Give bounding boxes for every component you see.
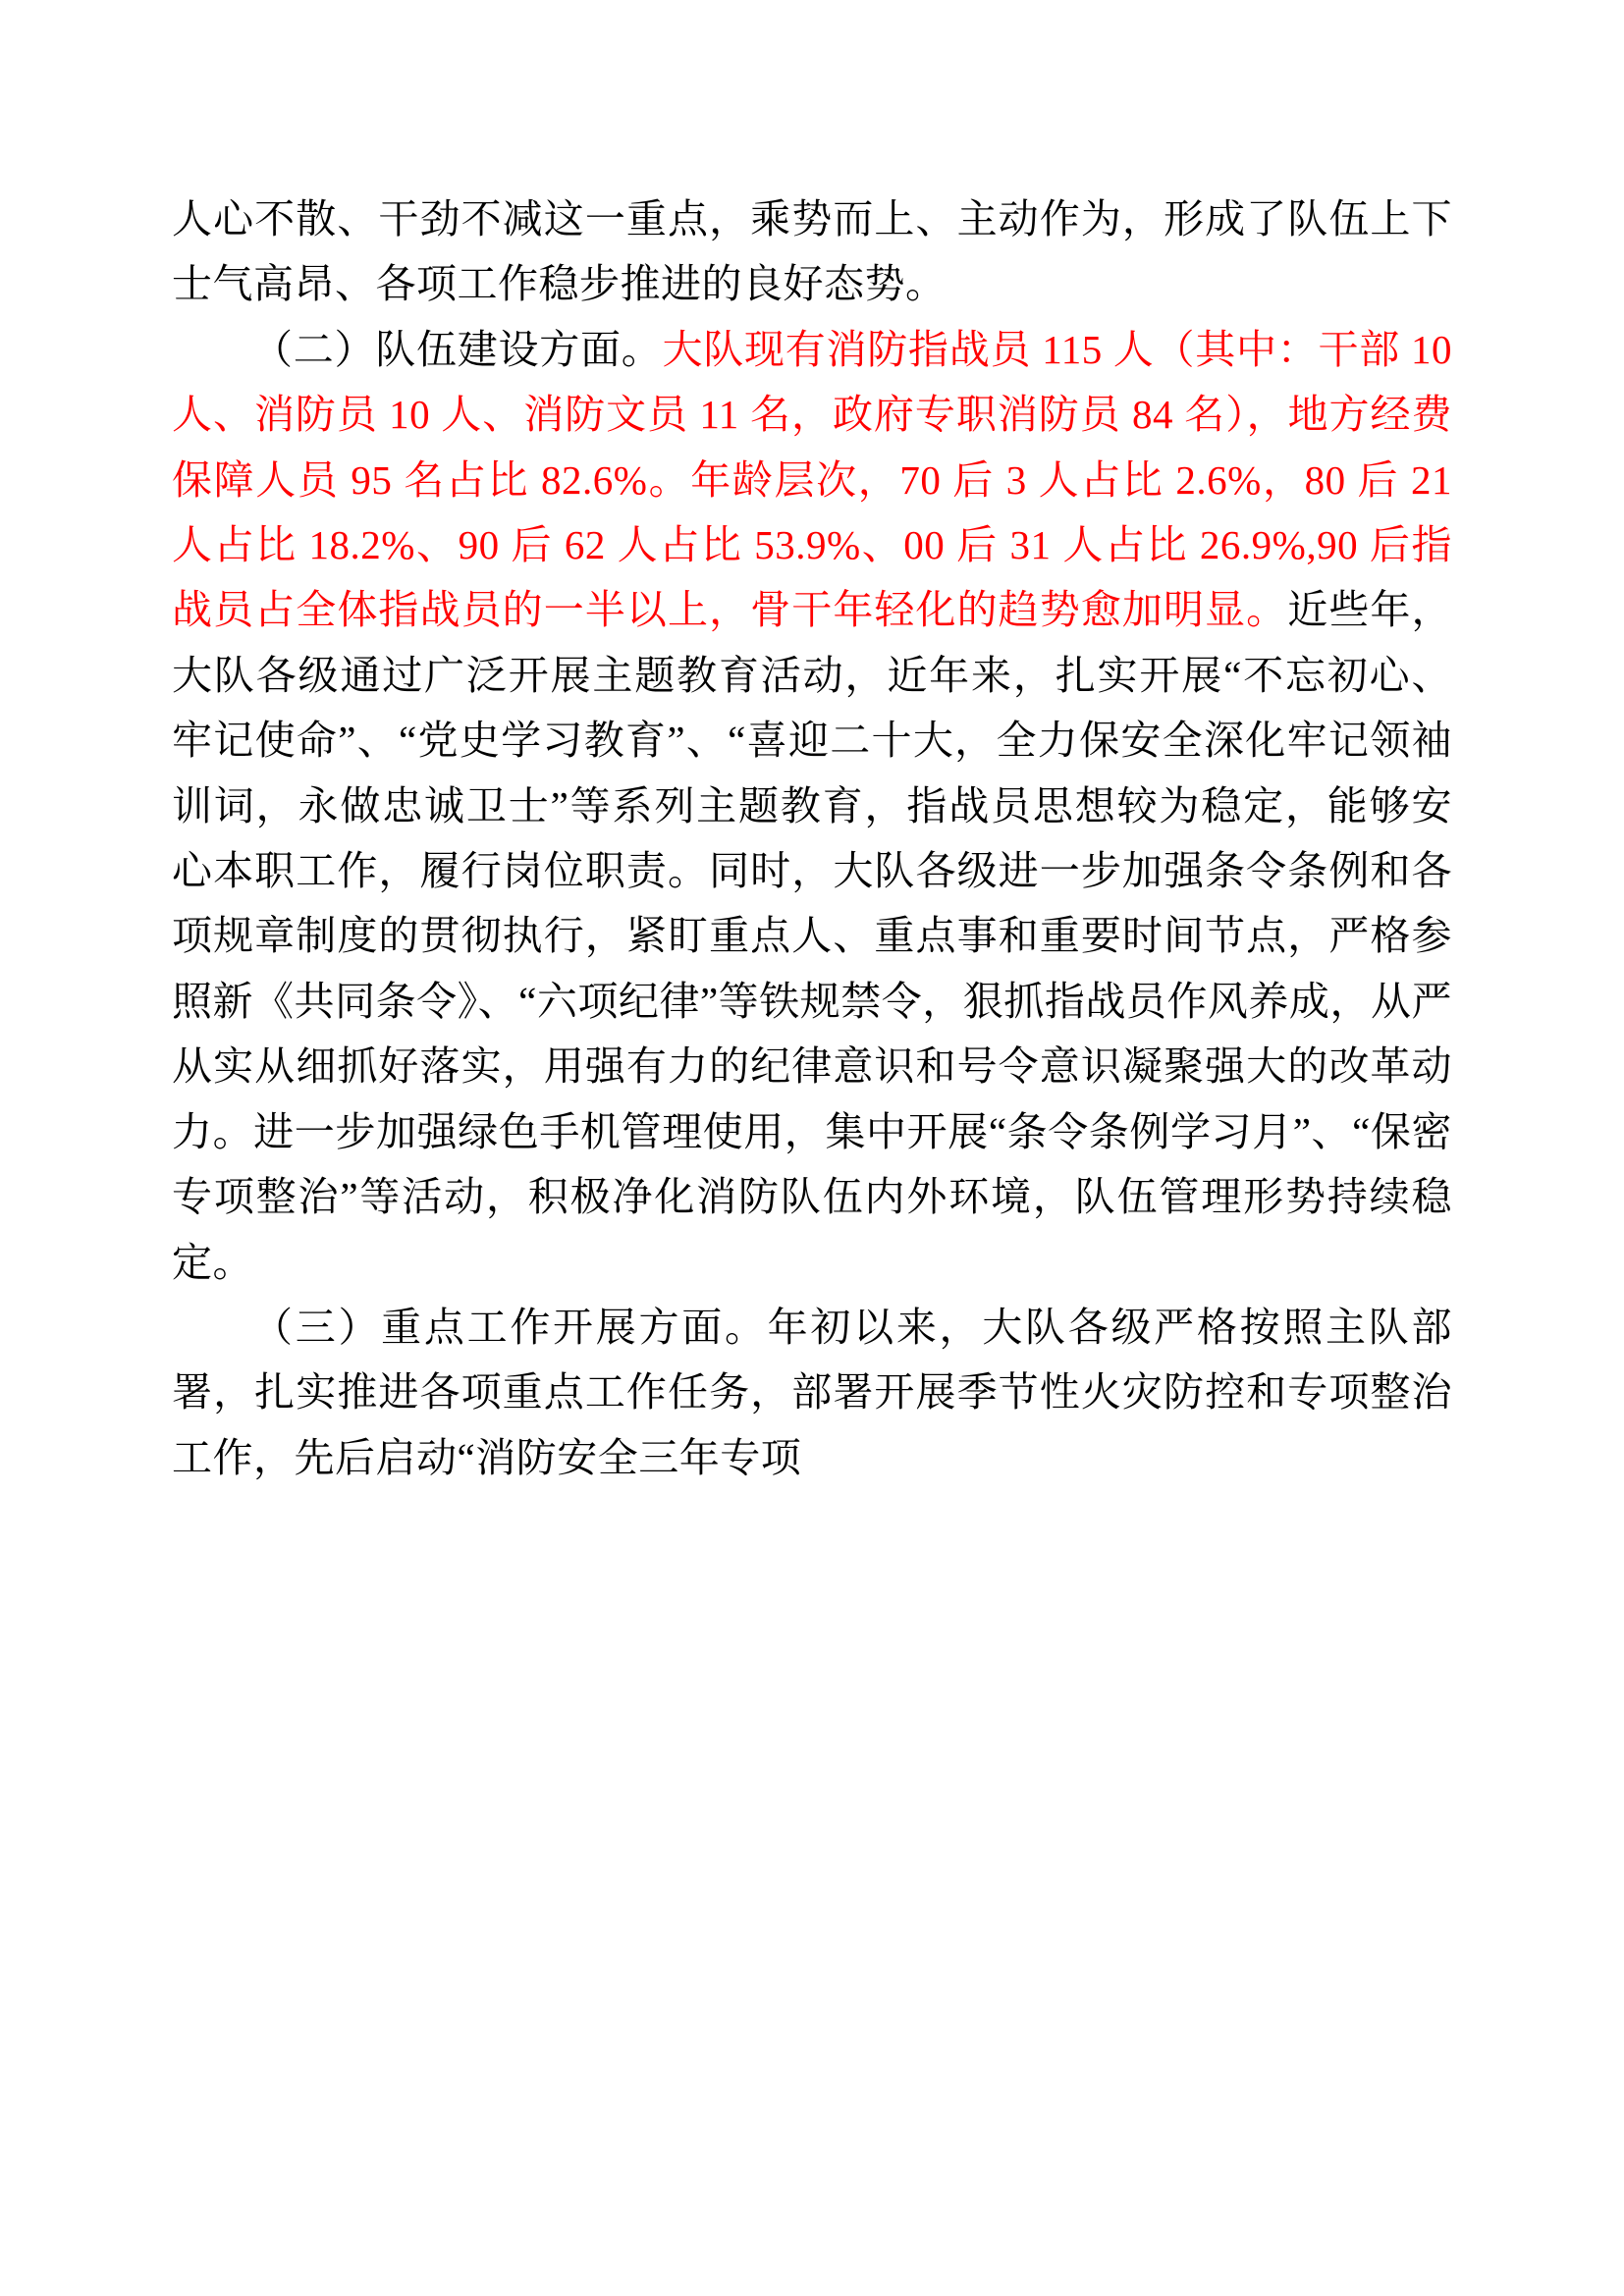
document-body [172, 187, 1452, 1490]
paragraph-3-text: （三）重点工作开展方面。年初以来，大队各级严格按照主队部署，扎实推进各项重点工作任务，部署开展季节性火灾防控和专项整治工作，先后启动“消防安全三年专项 [172, 1304, 1452, 1480]
paragraph-1 [172, 187, 1452, 317]
paragraph-2 [172, 317, 1452, 1295]
paragraph-2-heading: （二）队伍建设方面。 [252, 326, 663, 372]
paragraph-2-continuation: 近些年，大队各级通过广泛开展主题教育活动，近年来，扎实开展“不忘初心、牢记使命”、“党史学习教育”、“喜迎二十大，全力保安全深化牢记领袖训词，永做忠诚卫士”等系列主题教育，指战员思想较为稳定，能够安心本职工作，履行岗位职责。同时，大队各级进一步加强条令条例和各项规章制度的贯彻执行，紧盯重点人、重点事和重要时间节点，严格参照新《共同条令》、“六项纪律”等铁规禁令，狠抓指战员作风养成，从严从实从细抓好落实，用强有力的纪律意识和号令意识凝聚强大的改革动力。进一步加强绿色手机管理使用，集中开展“条令条例学习月”、“保密专项整治”等活动，积极净化消防队伍内外环境，队伍管理形势持续稳定。 [172, 587, 1452, 1285]
paragraph-2-highlighted-statistics: 大队现有消防指战员 115 人（其中：干部 10 人、消防员 10 人、消防文员 11 名，政府专职消防员 84 名），地方经费保障人员 95 名占比 82.6%。年龄层次，70 后 3 人占比 2.6%，80 后 21 人占比 18.2%、90 后 62 人占比 53.9%、00 后 31 人占比 26.9%,90 后指战员占全体指战员的一半以上，骨干年轻化的趋势愈加明显。 [172, 326, 1453, 633]
paragraph-3 [172, 1295, 1452, 1490]
paragraph-1-text: 人心不散、干劲不减这一重点，乘势而上、主动作为，形成了队伍上下士气高昂、各项工作稳步推进的良好态势。 [172, 196, 1452, 307]
